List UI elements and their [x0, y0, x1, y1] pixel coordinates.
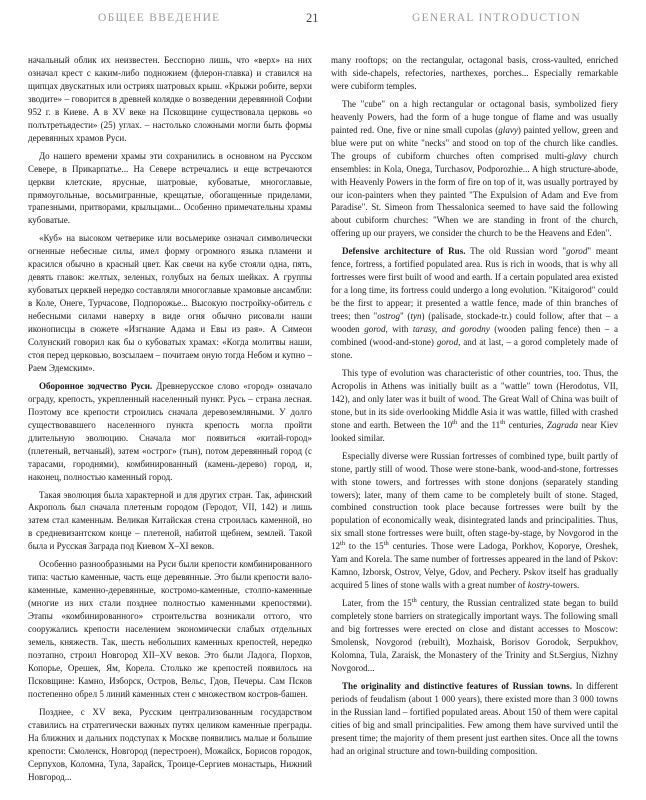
- en-paragraph-1: many rooftops; on the rectangular, octagonal basis, cross-vaulted, enriched with side-chapels, refectories, narthexes, porches... Especially remarkable were cubiform temples.: [331, 55, 618, 91]
- ru-paragraph-6: Особенно разнообразными на Руси были крепости комбинированного типа: частью каменные, часть еще деревянные. Это были крепости вало-каменные, каменно-деревянные, костромо-каменные, столпо-каменные (многие из них стали позднее полностью каменными крепостями). Этапы «комбинированного» строительства возникали оттого, что сооружались крепости населением экономически слабых отдельных земель, княжеств. Так, шесть небольших каменных крепостей, нередко поэтапно, строил Новгород XII–XV веков. Это были Ладога, Порхов, Копорье, Орешек, Ям, Корела. Столько же крепостей появилось на Псковщине: Камно, Изборск, Остров, Вельс, Гдов, Печеры. Сам Псков постепенно обрел 5 линий каменных стен с множеством костров-башен.: [28, 559, 312, 699]
- ru-paragraph-4: Оборонное зодчество Руси. Древнерусское слово «город» означало ограду, крепость, укрепленный населенный пункт. Русь – страна лесная. Поэтому все крепости строились сначала деревоземляными. У долго существовавшего населенного пункта крепость могла пройти длительную эволюцию. Сначала мог появиться «китай-город» (плетеный, ветчаный), затем «острог» (тын), потом деревянный город (с тарасами, городнями), комбинированный (камень-дерево) город, и, наконец, полностью каменный город.: [28, 380, 312, 482]
- en-paragraph-2: The "cube" on a high rectangular or octagonal basis, symbolized fiery heavenly Powers, had the form of a huge tongue of flame and was usually painted red. One, five or nine small cupolas (glavy) painted yellow, green and blue were put on white "necks" and stood on top of the church like candles. The groups of cubiform churches often comprised multi-glavy church ensembles: in Kola, Onega, Turchasov, Podporozhie... A high structure-abode, with Heavenly Powers in the form of fire on top of it, was usually portrayed by our icon-painters when they painted "The Expulsion of Adam and Eve from Paradise". St. Simeon from Thessalonica seemed to have said the following about cubiform churches: "When we are standing in front of the church, offering up our prayers, we consider the church to be the Heavens and Eden".: [331, 98, 619, 239]
- en-paragraph-5: Especially diverse were Russian fortresses of combined type, built partly of stone, partly still of wood. Those were stone-bank, wood-and-stone, fortresses with stone towers, and fortresses with stone donjons (separately standing towers); later, many of them came to be completely built of stone. Staged, combined construction took place because fortresses were built by the population of economically weak, disintegrated lands and principalities. Thus, six small stone fortresses were built, often stage-by-stage, by Novgorod in the 12th to the 15th centuries. Those were Ladoga, Porkhov, Koporye, Oreshek, Yam and Korela. The same number of fortresses appeared in the land of Pskov: Kamno, Izborsk, Ostrov, Velye, Gdov, and Pechery. Pskov itself has gradually acquired 5 lines of stone walls with a great number of kostry-towers.: [331, 450, 619, 591]
- ru-paragraph-5: Такая эволюция была характерной и для других стран. Так, афинский Акрополь был сначала плетеным городом (Геродот, VII, 142) и лишь затем стал каменным. Великая Китайская стена строилась каменной, но в средневизантском конце – плетеной, набитой щебнем, землей. Такой была и Русская Заграда под Киевом X–XI веков.: [28, 489, 312, 552]
- page-header: [0, 0, 646, 34]
- running-head-english: GENERAL INTRODUCTION: [412, 12, 581, 24]
- ru-section-heading-defense: Оборонное зодчество Руси.: [39, 380, 153, 391]
- en-section-heading-defense: Defensive architecture of Rus.: [342, 246, 466, 257]
- page-number: 21: [306, 11, 319, 25]
- running-head-russian: ОБЩЕЕ ВВЕДЕНИЕ: [98, 12, 221, 24]
- russian-column: [28, 54, 312, 788]
- ru-paragraph-7: Позднее, с XV века, Русским централизованным государством ставились на стратегически важных путях целиком каменные преграды. На ближних и дальних подступах к Москве появились малые и большие крепости: Смоленск, Новгород (перестроен), Можайск, Борисов городок, Серпухов, Коломна, Тула, Зарайск, Троице-Сергиев монастырь, Нижний Новгород...: [28, 706, 312, 782]
- ru-paragraph-3: «Куб» на высоком четверике или восьмерике означал символически огненные небесные силы, имел форму огромного языка пламени и красился обычно в красный цвет. Как свечи на кубе стояли одна, пять, девять главок: желтых, зеленых, голубых на белых шейках. А группы кубоватых церквей нередко составляли многоглавые храмовые ансамбли: в Коле, Онеге, Турчасове, Подпорожье... Высокую постройку-обитель с небесными силами наверху в виде огня обычно рисовали наши иконописцы в сюжете «Изгнание Адама и Евы из рая». А Симеон Солунский говорил как бы о кубоватых храмах: «Когда молитвы наши, стоя перед церковью, возсылаем – почитаем оную тогда Небом и купно – Раем Эдемским».: [28, 233, 312, 373]
- en-paragraph-6: Later, from the 15th century, the Russian centralized state began to build completely stone barriers on strategically important ways. The following small and big fortresses were erected on close and distant accesses to Moscow: Smolensk, Novgorod (rebuilt), Mozhaisk, Borisov Gorodok, Serpukhov, Kolomna, Tula, Zaraisk, the Monastery of the Trinity and St.Sergius, Nizhny Novgorod...: [331, 597, 619, 673]
- ru-paragraph-1: начальный облик их неизвестен. Бесспорно лишь, что «верх» на них означал крест с каким-либо подножием (флерон-главка) и ставился на щипцах двускатных или остриях шатровых крыш. «Крыжи робите, верхи зводите» – говорится в древней колядке о возведении деревянной Софии 952 г. в Киеве. А в XV веке на Псковщине существовала церковь «о полътретьядести» (25) углах. – настолько сложными могли быть формы деревянных храмов Руси.: [28, 55, 312, 143]
- en-section-heading-towns: The originality and distinctive features of Russian towns.: [342, 680, 572, 691]
- en-paragraph-3: Defensive architecture of Rus. The old Russian word "gorod" meant fence, fortress, a fortified populated area. Rus is rich in woods, that is why all fortresses were first built of wood and earth. If a certain populated area existed for a long time, its fortress could undergo a long evolution. "Kitaigorod" could be the first to appear; it presented a wattle fence, made of thin branches of trees; then "ostrog" (tyn) (palisade, stockade-tr.) could follow, after that – a wooden gorod, with tarasy, and gorodny (wooden paling fence) then – a combined (wood-and-stone) gorod, and at last, – a gorod completely made of stone.: [331, 246, 619, 360]
- en-paragraph-7: The originality and distinctive features of Russian towns. In different periods of feudalism (about 1 000 years), there existed more than 3 000 towns in the Russian land – fortified populated areas. About 150 of them were capital cities of big and small principalities. Few among them have survived until the present time; the majority of them present just earthen sites. Once all the towns had an original structure and town-building composition.: [331, 680, 618, 756]
- english-column: [331, 54, 618, 763]
- ru-paragraph-2: До нашего времени храмы эти сохранились в основном на Русском Севере, в Прикарпатье... На Севере встречались и еще встречаются церкви клетские, ярусные, шатровые, кубоватые, многоглавые, прямоугольные, восьмигранные, крещатые, обогащенные приделами, трапезными, притворами, крыльцами... Особенно примечательны храмы кубоватые.: [28, 150, 312, 226]
- en-paragraph-4: This type of evolution was characteristic of other countries, too. Thus, the Acropolis in Athens was initially built as a "wattle" town (Herodotus, VII, 142), and only later was it built of wood. The Great Wall of China was built of stone, but in its side overlooking Middle Asia it was wattle, filled with crashed stone and earth. Between the 10th and the 11th centuries, Zagrada near Kiev looked similar.: [331, 367, 618, 443]
